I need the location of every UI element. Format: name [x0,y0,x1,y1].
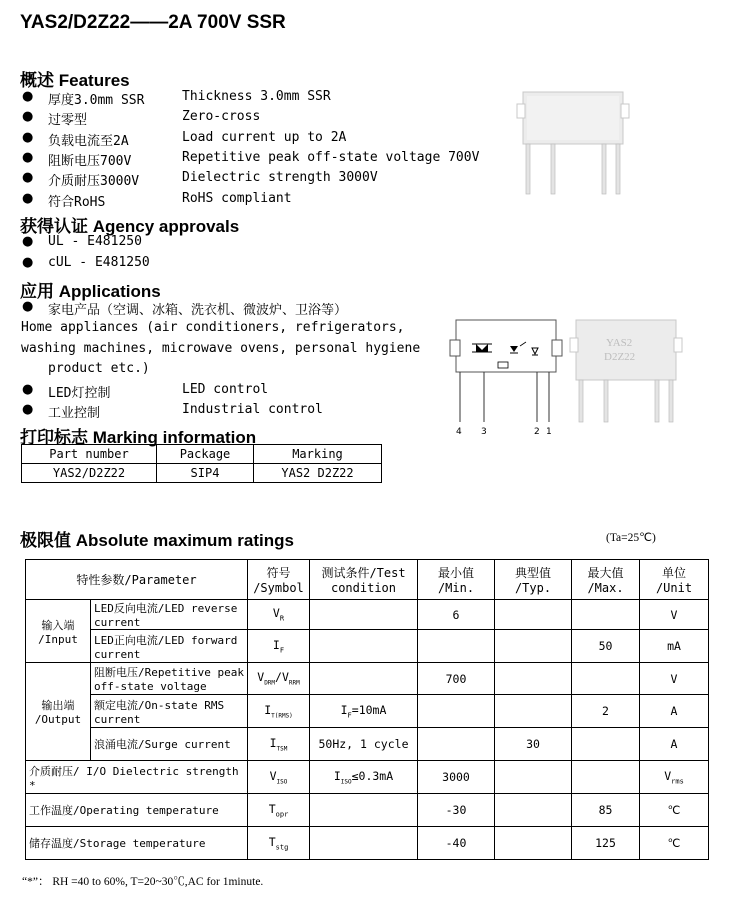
header-max-cn: 最大值 [587,566,624,580]
header-test-2: condition [330,581,397,595]
ratings-row-topr [26,794,709,827]
ratings-heading [20,526,294,551]
symbol-topr-sub: opr [275,810,289,819]
agency-item-2-cn: cUL - E481250 [48,255,150,270]
document-title: YAS2/D2Z22——2A 700V SSR [20,12,286,33]
feature-item-2-cn: 过零型 [48,113,88,129]
unit-tstg: ℃ [640,827,709,860]
param-topr: 工作温度/Operating temperature [26,794,248,827]
typ-vr [495,600,572,630]
unit-topr: ℃ [640,794,709,827]
test-vdrm [310,663,418,695]
ratings-row-viso [26,761,709,794]
min-vdrm: 700 [418,663,495,695]
param-itsm: 浪涌电流/Surge current [91,728,248,761]
unit-viso-sub: rms [671,777,684,786]
agency-heading-cn: 获得认证 [20,217,88,236]
min-if [418,630,495,663]
symbol-tstg-sub: stg [275,843,289,852]
typ-viso [495,761,572,794]
bullet-icon: ● [22,299,34,314]
marking-table [21,444,382,483]
symbol-topr [248,794,310,827]
pin-label-4: 4 [456,427,462,437]
feature-item-4-en: Repetitive peak off-state voltage 700V [182,149,480,165]
typ-if [495,630,572,663]
application-item-3-en: Industrial control [182,402,323,417]
header-parameter: 特性参数/Parameter [26,560,248,600]
symbol-tstg-main: T [268,834,276,849]
symbol-vr-main: V [272,606,280,621]
test-tstg [310,827,418,860]
param-it: 额定电流/On-state RMS current [91,695,248,728]
feature-item-5-en: Dielectric strength 3000V [182,170,378,186]
ratings-row-if [26,630,709,663]
marking-value: YAS2 D2Z22 [254,464,382,483]
package-marking-line1: YAS2 [606,337,633,349]
test-viso-sub: ISO [340,778,352,786]
header-symbol [248,560,310,600]
min-viso: 3000 [418,761,495,794]
unit-it: A [640,695,709,728]
ratings-row-itsm [26,728,709,761]
bullet-icon: ● [22,129,34,145]
package-photo-top [515,88,630,198]
pin-label-2: 2 [534,427,540,437]
param-tstg: 储存温度/Storage temperature [26,827,248,860]
feature-item-2-en: Zero-cross [182,109,261,125]
circuit-diagram [448,316,563,438]
group-input: 输入端 /Input [26,600,91,663]
header-typ-cn: 典型值 [514,566,551,580]
max-vr [572,600,640,630]
param-if: LED正向电流/LED forward current [91,630,248,663]
symbol-vrrm-main: /V [275,670,289,685]
test-viso [310,761,418,794]
marking-table-row [22,464,382,483]
header-unit-en: /Unit [655,581,693,595]
marking-package: SIP4 [157,464,254,483]
applications-heading-en: Applications [58,282,161,301]
pin-label-3: 3 [481,427,487,437]
package-photo-marked [568,316,688,426]
test-if [310,630,418,663]
symbol-if-sub: F [279,646,285,655]
header-typ [495,560,572,600]
header-max [572,560,640,600]
typ-it [495,695,572,728]
group-output: 输出端 /Output [26,663,91,761]
feature-item-3-cn: 负载电流至2A [48,133,129,149]
symbol-if-main: I [272,637,280,652]
min-topr: -30 [418,794,495,827]
marking-heading-en: Marking information [92,428,257,447]
ratings-heading-en: Absolute maximum ratings [75,531,294,550]
symbol-vdrm-main: V [257,670,265,685]
symbol-itsm-sub: TSM [276,745,288,753]
bullet-icon: ● [22,149,34,165]
param-viso: 介质耐压/ I/O Dielectric strength * [26,761,248,794]
symbol-vdrm [248,663,310,695]
test-topr [310,794,418,827]
typ-vdrm [495,663,572,695]
max-tstg: 125 [572,827,640,860]
feature-item-6-en: RoHS compliant [182,190,292,206]
feature-item-5-cn: 介质耐压3000V [48,174,140,190]
bullet-icon: ● [22,190,34,206]
symbol-it-main: I [264,702,272,717]
header-max-en: /Max. [587,581,624,595]
max-if: 50 [572,630,640,663]
ratings-row-vdrm [26,663,709,695]
ratings-row-vr [26,600,709,630]
ratings-heading-cn: 极限值 [20,531,71,550]
header-min [418,560,495,600]
symbol-itsm-main: I [269,735,277,750]
marking-header-marking: Marking [254,445,382,464]
agency-item-1-cn: UL - E481250 [48,234,142,249]
symbol-itsm [248,728,310,761]
max-it: 2 [572,695,640,728]
header-unit-cn: 单位 [661,566,686,580]
applications-heading-cn: 应用 [20,282,54,301]
symbol-vr [248,600,310,630]
symbol-topr-main: T [268,801,276,816]
marking-part-number: YAS2/D2Z22 [22,464,157,483]
package-marking-line2: D2Z22 [604,351,636,363]
bullet-icon: ● [22,255,34,270]
min-vr: 6 [418,600,495,630]
marking-heading-cn: 打印标志 [20,428,88,447]
symbol-it-sub: T(RMS) [271,712,293,720]
footnote: “*”： RH =40 to 60%, T=20~30℃,AC for 1minute. [22,876,264,888]
test-it-main: I [340,702,348,717]
application-item-3-cn: 工业控制 [48,406,101,421]
max-itsm [572,728,640,761]
symbol-it [248,695,310,728]
ratings-row-tstg [26,827,709,860]
test-viso-rest: ≤0.3mA [351,768,394,783]
bullet-icon: ● [22,382,34,397]
typ-itsm: 30 [495,728,572,761]
param-vr: LED反向电流/LED reverse current [91,600,248,630]
bullet-icon: ● [22,89,34,104]
features-heading-cn: 概述 [20,71,54,90]
symbol-vr-sub: R [279,614,285,623]
header-symbol-en: /Symbol [253,581,304,595]
feature-item-1-cn: 厚度3.0mm SSR [48,93,145,108]
unit-itsm: A [640,728,709,761]
typ-tstg [495,827,572,860]
symbol-viso-main: V [269,768,277,783]
header-test-1: 测试条件/Test [321,566,406,580]
test-it-sub: F [347,711,352,720]
marking-table-header [22,445,382,464]
test-vr [310,600,418,630]
unit-if: mA [640,630,709,663]
max-viso [572,761,640,794]
features-heading [20,66,130,91]
max-vdrm [572,663,640,695]
symbol-vrrm-sub: RRM [288,679,300,687]
header-test [310,560,418,600]
application-item-1-en-line1: Home appliances (air conditioners, refrigerators, [21,320,405,335]
symbol-viso [248,761,310,794]
ratings-header-row [26,560,709,600]
symbol-tstg [248,827,310,860]
symbol-viso-sub: ISO [276,778,288,786]
unit-viso-main: V [664,768,672,783]
unit-viso [640,761,709,794]
test-it [310,695,418,728]
unit-vdrm: V [640,663,709,695]
min-itsm [418,728,495,761]
test-viso-main: I [333,768,341,783]
application-item-2-cn: LED灯控制 [48,386,111,401]
typ-topr [495,794,572,827]
application-item-1-en-line2: washing machines, microwave ovens, personal hygiene [21,341,421,356]
ratings-condition: (Ta=25℃) [606,532,656,544]
application-item-1-cn: 家电产品（空调、冰箱、洗衣机、微波炉、卫浴等） [48,303,348,318]
unit-vr: V [640,600,709,630]
bullet-icon: ● [22,170,34,186]
bullet-icon: ● [22,234,34,249]
symbol-vdrm-sub: DRM [264,679,276,687]
feature-item-1-en: Thickness 3.0mm SSR [182,89,331,104]
feature-item-6-cn: 符合RoHS [48,194,106,210]
max-topr: 85 [572,794,640,827]
ratings-table [25,559,709,860]
application-item-1-en-line3: product etc.) [48,361,150,376]
test-it-rest: =10mA [351,702,387,717]
header-min-cn: 最小值 [437,566,474,580]
feature-item-3-en: Load current up to 2A [182,129,347,145]
header-typ-en: /Typ. [514,581,552,595]
application-item-2-en: LED control [182,382,269,397]
min-tstg: -40 [418,827,495,860]
feature-item-4-cn: 阻断电压700V [48,153,132,169]
marking-header-package: Package [157,445,254,464]
marking-header-part: Part number [22,445,157,464]
symbol-if [248,630,310,663]
header-symbol-cn: 符号 [266,566,291,580]
header-min-en: /Min. [437,581,475,595]
param-vdrm: 阻断电压/Repetitive peak off-state voltage [91,663,248,695]
ratings-row-it [26,695,709,728]
min-it [418,695,495,728]
agency-heading-en: Agency approvals [92,217,240,236]
test-itsm: 50Hz, 1 cycle [310,728,418,761]
bullet-icon: ● [22,109,34,125]
header-unit [640,560,709,600]
pin-label-1: 1 [546,427,552,437]
bullet-icon: ● [22,402,34,417]
features-heading-en: Features [58,71,130,90]
